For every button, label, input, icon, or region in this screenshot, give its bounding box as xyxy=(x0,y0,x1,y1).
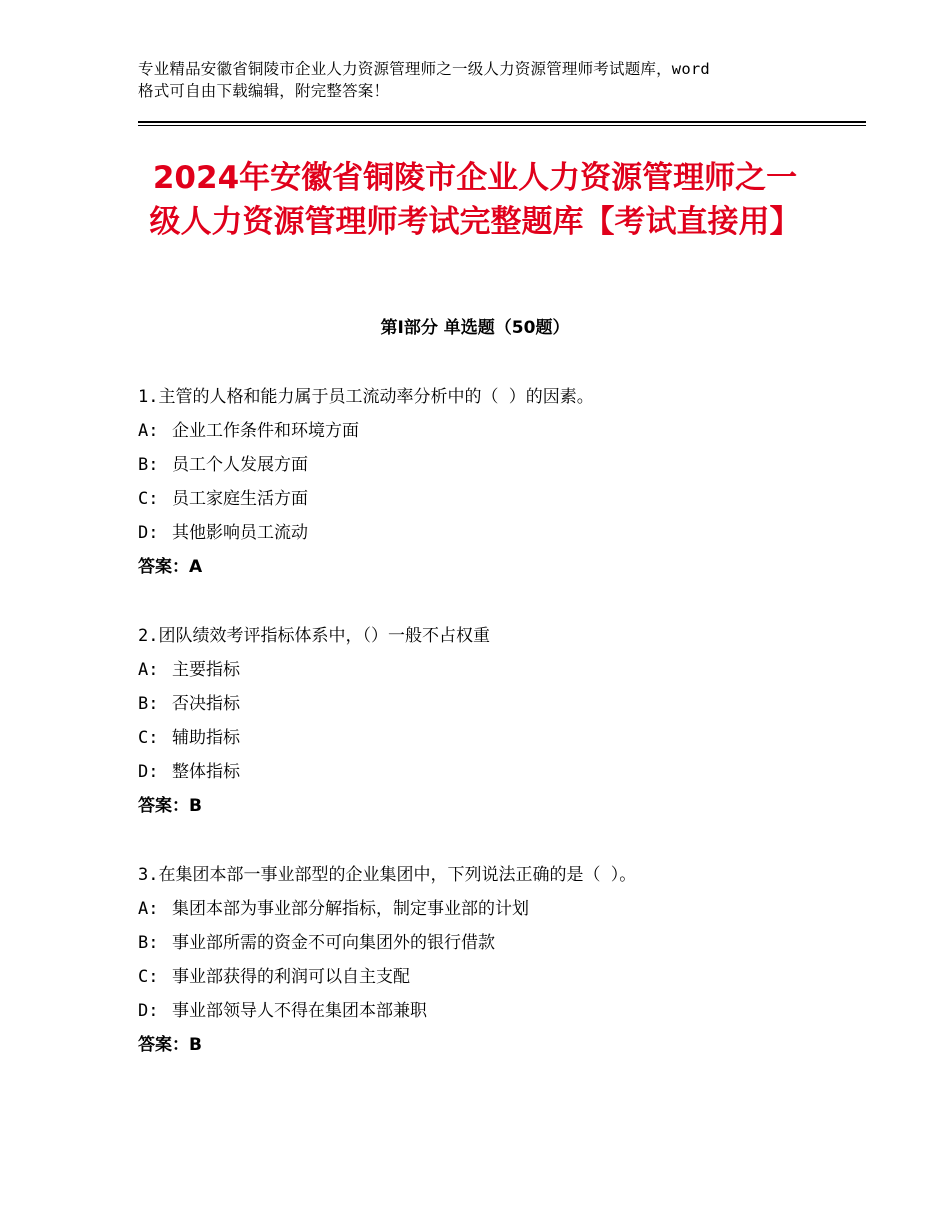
option-text: 事业部领导人不得在集团本部兼职 xyxy=(172,1001,427,1021)
answer-line: 答案：B xyxy=(138,1035,202,1055)
option-text: 辅助指标 xyxy=(172,728,240,748)
header-divider-thin xyxy=(138,125,866,126)
option-text: 事业部获得的利润可以自主支配 xyxy=(172,967,410,987)
option-b xyxy=(138,926,838,960)
section-title: 第Ⅰ部分 单选题（50题） xyxy=(380,318,570,338)
option-letter: C: xyxy=(138,967,159,987)
option-text: 整体指标 xyxy=(172,762,240,782)
option-d xyxy=(138,994,838,1028)
option-letter: C: xyxy=(138,489,159,509)
answer-line: 答案：B xyxy=(138,796,202,816)
document-title: 2024年安徽省铜陵市企业人力资源管理师之一级人力资源管理师考试完整题库【考试直接用】 xyxy=(149,160,801,240)
question-3 xyxy=(138,858,838,1062)
option-text: 集团本部为事业部分解指标，制定事业部的计划 xyxy=(172,899,529,919)
option-d xyxy=(138,516,838,550)
option-a xyxy=(138,892,838,926)
option-c xyxy=(138,721,838,755)
option-text: 否决指标 xyxy=(172,694,240,714)
question-stem: 3.在集团本部一事业部型的企业集团中，下列说法正确的是（ ）。 xyxy=(138,865,637,885)
option-letter: D: xyxy=(138,762,159,782)
answer-line: 答案：A xyxy=(138,557,203,577)
option-letter: A: xyxy=(138,660,159,680)
question-2 xyxy=(138,619,838,823)
option-letter: B: xyxy=(138,694,159,714)
option-a xyxy=(138,414,838,448)
option-c xyxy=(138,960,838,994)
question-stem: 2.团队绩效考评指标体系中，（）一般不占权重 xyxy=(138,626,490,646)
header-divider-thick xyxy=(138,121,866,123)
option-letter: B: xyxy=(138,455,159,475)
option-c xyxy=(138,482,838,516)
option-letter: B: xyxy=(138,933,159,953)
header-note-line-2: 格式可自由下载编辑，附完整答案！ xyxy=(138,82,390,100)
question-1 xyxy=(138,380,838,584)
option-letter: D: xyxy=(138,1001,159,1021)
option-letter: C: xyxy=(138,728,159,748)
option-text: 其他影响员工流动 xyxy=(172,523,308,543)
option-text: 企业工作条件和环境方面 xyxy=(172,421,359,441)
option-letter: A: xyxy=(138,899,159,919)
option-a xyxy=(138,653,838,687)
option-letter: D: xyxy=(138,523,159,543)
option-b xyxy=(138,687,838,721)
option-text: 员工个人发展方面 xyxy=(172,455,308,475)
option-text: 事业部所需的资金不可向集团外的银行借款 xyxy=(172,933,495,953)
option-text: 员工家庭生活方面 xyxy=(172,489,308,509)
question-stem: 1.主管的人格和能力属于员工流动率分析中的（ ）的因素。 xyxy=(138,387,594,407)
option-b xyxy=(138,448,838,482)
option-letter: A: xyxy=(138,421,159,441)
option-d xyxy=(138,755,838,789)
header-note-line-1: 专业精品安徽省铜陵市企业人力资源管理师之一级人力资源管理师考试题库，word xyxy=(138,60,710,78)
option-text: 主要指标 xyxy=(172,660,240,680)
header-note xyxy=(138,58,828,102)
